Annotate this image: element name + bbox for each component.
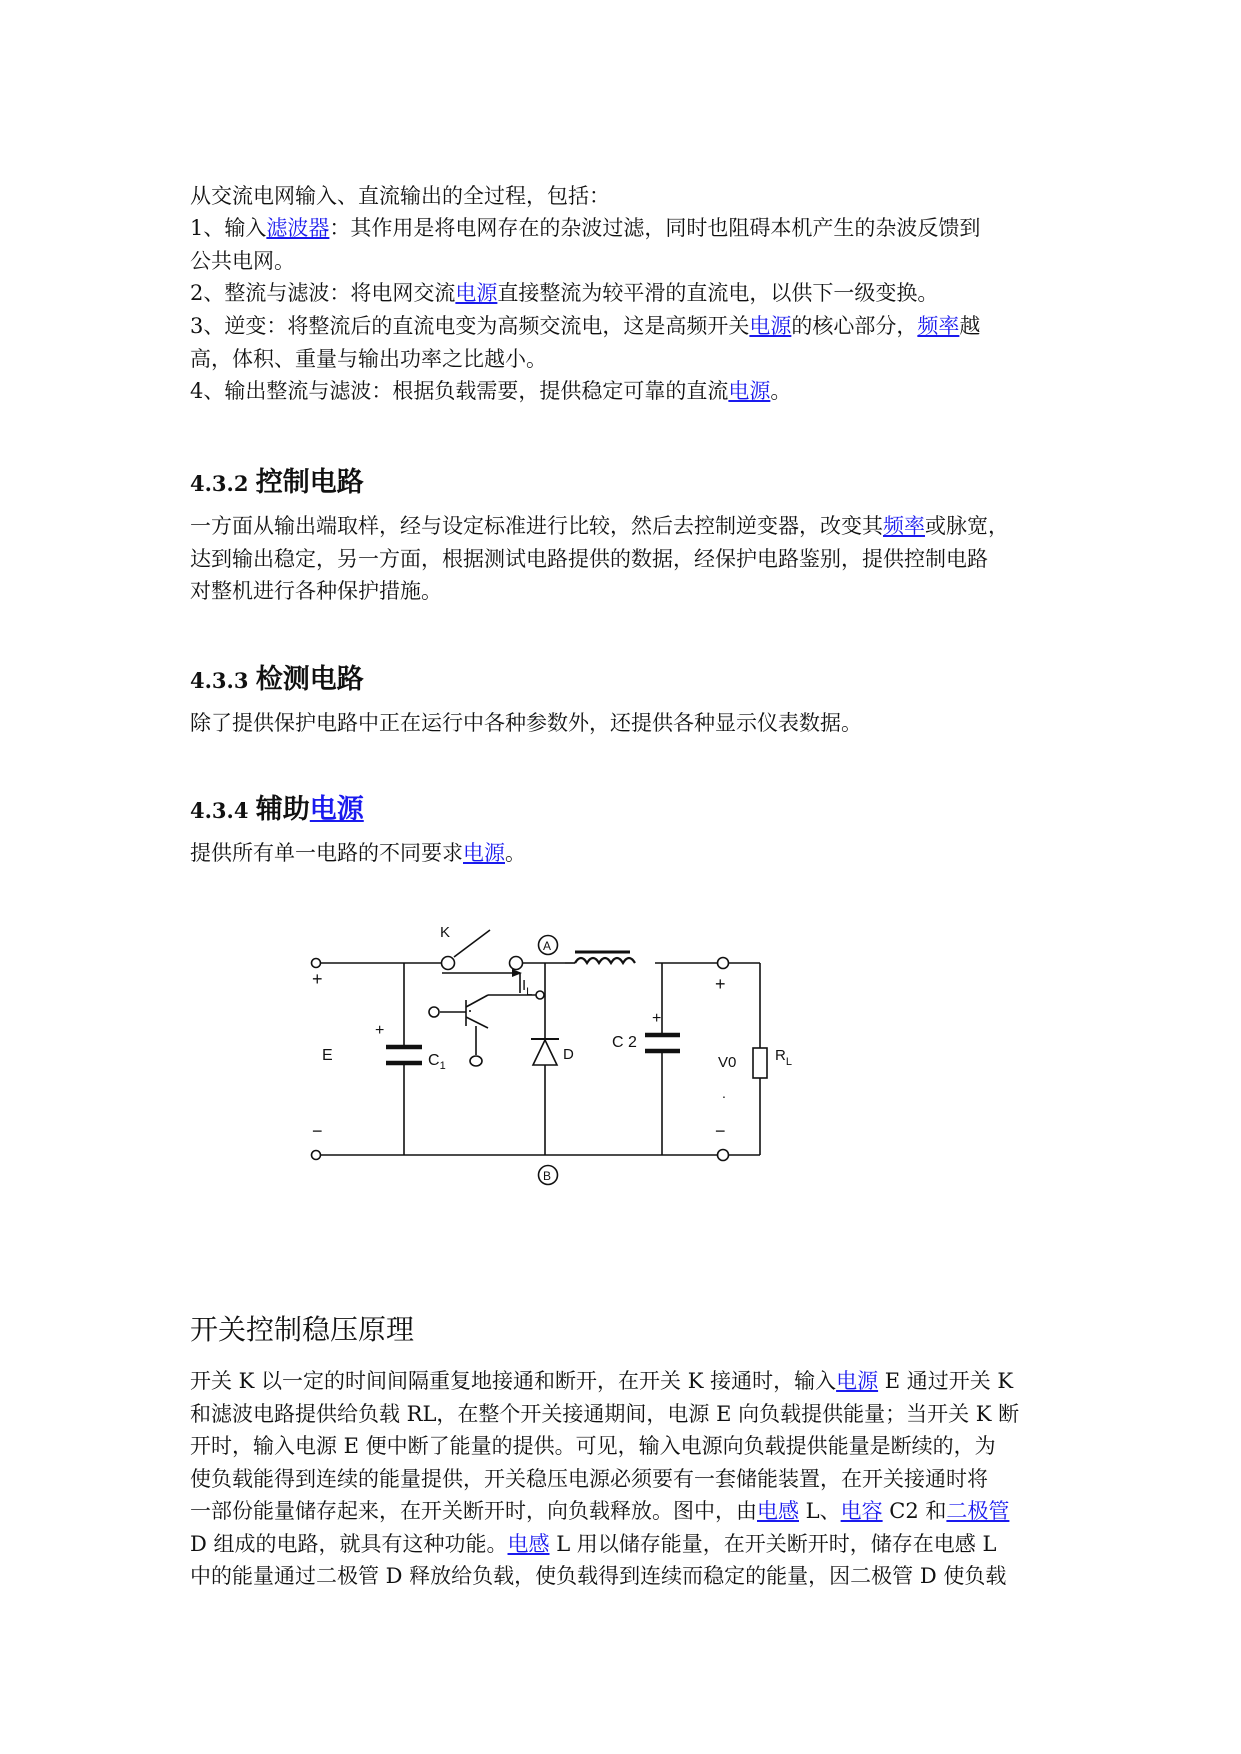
heading-switch-regulation-principle: 开关控制稳压原理: [190, 1313, 415, 1346]
intro-paragraph: [190, 180, 1062, 213]
label-current: $I_L$: [522, 977, 533, 998]
minus-left: −: [312, 1121, 323, 1141]
node-b-label: B: [543, 1169, 552, 1183]
link-power-supply[interactable]: 电源: [455, 281, 498, 305]
label-k: K: [440, 924, 451, 941]
list-item-2: 2、整流与滤波：将电网交流电源直接整流为较平滑的直流电，以供下一级变换。: [190, 281, 939, 305]
link-inductor[interactable]: 电感: [507, 1531, 550, 1556]
label-diode: D: [563, 1046, 574, 1063]
plus-c2: +: [652, 1010, 662, 1027]
label-v0: V0: [718, 1054, 737, 1071]
plus-left: +: [312, 969, 323, 989]
heading-control-circuit: 4.3.2 控制电路: [190, 467, 364, 498]
node-a-label: A: [543, 939, 552, 953]
minus-right: −: [715, 1121, 726, 1141]
heading-detection-circuit: 4.3.3 检测电路: [190, 664, 364, 695]
list-item-3: 3、逆变：将整流后的直流电变为高频交流电，这是高频开关电源的核心部分，频率越 高，体积、重量与输出功率之比越小。: [190, 314, 981, 371]
link-frequency[interactable]: 频率: [917, 314, 960, 338]
intro-line: 从交流电网输入、直流输出的全过程，包括：: [190, 184, 610, 208]
buck-converter-circuit-diagram: [300, 915, 810, 1225]
link-power-supply[interactable]: 电源: [749, 314, 792, 338]
link-capacitor[interactable]: 电容: [840, 1499, 883, 1523]
principle-paragraph: 开关 K 以一定的时间间隔重复地接通和断开，在开关 K 接通时，输入电源 E 通过开关 K 和滤波电路提供给负载 RL，在整个开关接通期间，电源 E 向负载提供能量；当开关 K 断 开时，输入电源 E 便中断了能量的提供。可见，输入电源向负载提供能量是断续的，为 使负载能得到连续的能量提供，开关稳压电源必须要有一套储能装置，在开关接通时将 一部份能量储存起来，在开关断开时，向负载释放。图中，由电感 L、电容 C2 和二极管 D 组成的电路，就具有这种功能。电感 L 用以储存能量，在开关断开时，储存在电感 L 中的能量通过二极管 D 释放给负载，使负载得到连续而稳定的能量，因二极管 D 使负载: [190, 1369, 1020, 1588]
link-inductor[interactable]: 电感: [757, 1499, 799, 1523]
label-rl: $R_L$: [775, 1047, 792, 1068]
link-power-supply[interactable]: 电源: [309, 794, 364, 825]
link-frequency[interactable]: 频率: [883, 514, 925, 538]
plus-c1: +: [375, 1022, 385, 1039]
link-power-supply[interactable]: 电源: [728, 379, 771, 403]
label-c1: $C_1$: [428, 1052, 446, 1072]
aux-power-paragraph: 提供所有单一电路的不同要求电源。: [190, 841, 526, 865]
heading-aux-power: 4.3.4 辅助电源: [190, 794, 364, 825]
link-diode[interactable]: 二极管: [946, 1499, 1010, 1523]
link-filter[interactable]: 滤波器: [266, 216, 330, 240]
link-power-supply[interactable]: 电源: [836, 1369, 879, 1393]
label-c2: C 2: [612, 1034, 637, 1051]
control-circuit-paragraph: 一方面从输出端取样，经与设定标准进行比较，然后去控制逆变器，改变其频率或脉宽， 达到输出稳定，另一方面，根据测试电路提供的数据，经保护电路鉴别，提供控制电路 对整机进行各种保护措施。: [190, 514, 1009, 603]
plus-right: +: [715, 974, 726, 994]
label-dot: .: [722, 1085, 726, 1101]
label-e: E: [322, 1047, 333, 1064]
list-item-1: 1、输入滤波器：其作用是将电网存在的杂波过滤，同时也阻碍本机产生的杂波反馈到 公共电网。: [190, 216, 981, 273]
link-power-supply[interactable]: 电源: [463, 841, 505, 865]
detection-circuit-paragraph: 除了提供保护电路中正在运行中各种参数外，还提供各种显示仪表数据。: [190, 711, 862, 735]
list-item-4: 4、输出整流与滤波：根据负载需要，提供稳定可靠的直流电源。: [190, 379, 792, 403]
